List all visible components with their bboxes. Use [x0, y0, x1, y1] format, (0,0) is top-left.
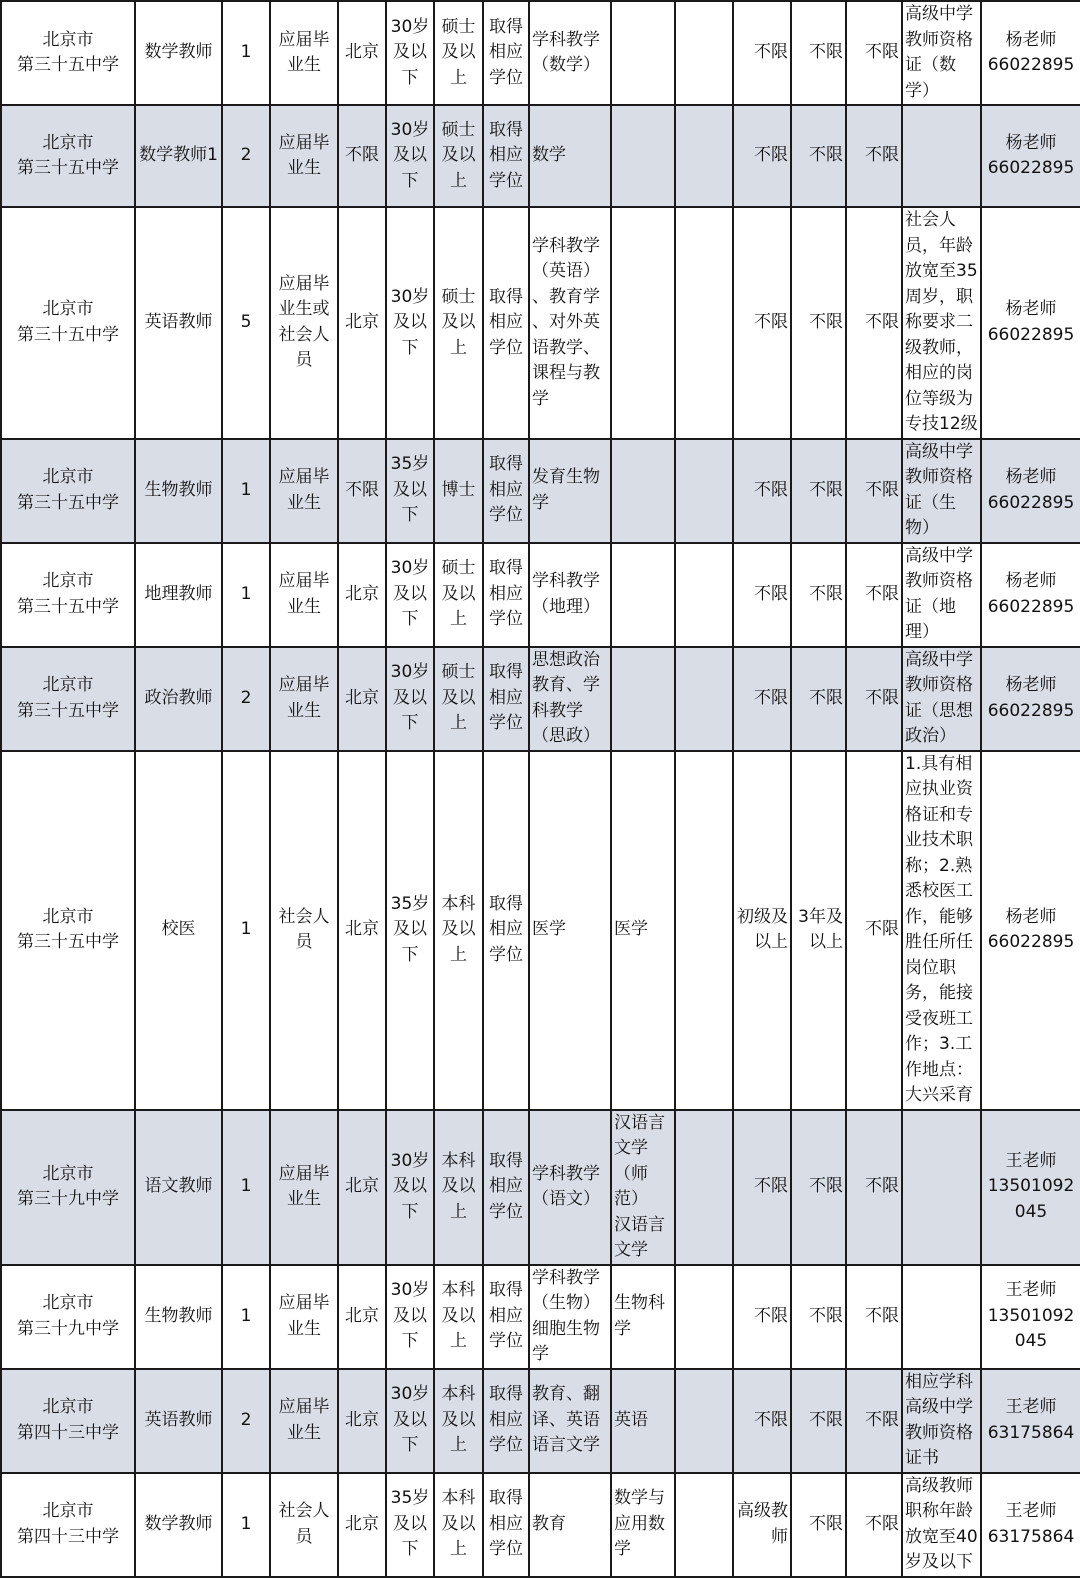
position-cell: 英语教师: [135, 207, 222, 439]
degree-cell: 取得 相应 学位: [483, 439, 529, 543]
table-row: [1, 439, 1080, 543]
age-cell: 30岁 及以 下: [386, 543, 434, 647]
education-cell: 本科 及以 上: [434, 1473, 483, 1577]
experience-cell: 不限: [791, 647, 846, 751]
extra-cell: [675, 207, 733, 439]
degree-cell: 取得 相应 学位: [483, 1, 529, 105]
school-cell: 北京市 第三十五中学: [1, 751, 135, 1110]
experience-cell: 不限: [791, 1265, 846, 1369]
headcount-cell: 1: [222, 751, 270, 1110]
degree-cell: 取得 相应 学位: [483, 543, 529, 647]
school-cell: 北京市 第三十五中学: [1, 439, 135, 543]
professional-title-cell: 不限: [733, 1110, 791, 1265]
notes-cell: 高级中学 教师资格 证（地 理）: [902, 543, 981, 647]
other-requirement-cell: 不限: [846, 647, 902, 751]
headcount-cell: 1: [222, 1, 270, 105]
position-cell: 政治教师: [135, 647, 222, 751]
experience-cell: 不限: [791, 1369, 846, 1473]
position-cell: 英语教师: [135, 1369, 222, 1473]
professional-title-cell: 高级教 师: [733, 1473, 791, 1577]
notes-cell: 1.具有相 应执业资 格证和专 业技术职 称；2.熟 悉校医工 作，能够 胜任所任 岗位职 务，能接 受夜班工 作；3.工 作地点： 大兴采育: [902, 751, 981, 1110]
applicant-type-cell: 应届毕 业生: [270, 1110, 338, 1265]
other-requirement-cell: 不限: [846, 1110, 902, 1265]
education-cell: 博士: [434, 439, 483, 543]
headcount-cell: 5: [222, 207, 270, 439]
experience-cell: 3年及 以上: [791, 751, 846, 1110]
other-requirement-cell: 不限: [846, 543, 902, 647]
experience-cell: 不限: [791, 543, 846, 647]
graduate-major-cell: 发育生物 学: [529, 439, 611, 543]
graduate-major-cell: 学科教学 （生物） 细胞生物 学: [529, 1265, 611, 1369]
undergraduate-major-cell: 医学: [611, 751, 675, 1110]
graduate-major-cell: 学科教学 （数学）: [529, 1, 611, 105]
undergraduate-major-cell: [611, 647, 675, 751]
hukou-cell: 北京: [338, 751, 386, 1110]
experience-cell: 不限: [791, 207, 846, 439]
education-cell: 本科 及以 上: [434, 1110, 483, 1265]
graduate-major-cell: 数学: [529, 105, 611, 207]
age-cell: 35岁 及以 下: [386, 439, 434, 543]
undergraduate-major-cell: 数学与 应用数 学: [611, 1473, 675, 1577]
professional-title-cell: 初级及 以上: [733, 751, 791, 1110]
notes-cell: 高级中学 教师资格 证（生 物）: [902, 439, 981, 543]
applicant-type-cell: 社会人 员: [270, 751, 338, 1110]
applicant-type-cell: 应届毕 业生: [270, 1265, 338, 1369]
contact-cell: 王老师 63175864: [981, 1369, 1080, 1473]
hukou-cell: 不限: [338, 439, 386, 543]
table-row: [1, 647, 1080, 751]
age-cell: 30岁 及以 下: [386, 1369, 434, 1473]
extra-cell: [675, 1110, 733, 1265]
position-cell: 地理教师: [135, 543, 222, 647]
extra-cell: [675, 1369, 733, 1473]
table-row: [1, 1110, 1080, 1265]
age-cell: 35岁 及以 下: [386, 1473, 434, 1577]
extra-cell: [675, 751, 733, 1110]
graduate-major-cell: 学科教学 （语文）: [529, 1110, 611, 1265]
headcount-cell: 2: [222, 105, 270, 207]
hukou-cell: 北京: [338, 207, 386, 439]
other-requirement-cell: 不限: [846, 1, 902, 105]
extra-cell: [675, 543, 733, 647]
other-requirement-cell: 不限: [846, 1265, 902, 1369]
degree-cell: 取得 相应 学位: [483, 1110, 529, 1265]
graduate-major-cell: 教育: [529, 1473, 611, 1577]
degree-cell: 取得 相应 学位: [483, 647, 529, 751]
professional-title-cell: 不限: [733, 207, 791, 439]
school-cell: 北京市 第四十三中学: [1, 1369, 135, 1473]
applicant-type-cell: 应届毕 业生: [270, 647, 338, 751]
undergraduate-major-cell: [611, 105, 675, 207]
hukou-cell: 北京: [338, 1110, 386, 1265]
school-cell: 北京市 第三十五中学: [1, 1, 135, 105]
headcount-cell: 1: [222, 543, 270, 647]
age-cell: 30岁 及以 下: [386, 1, 434, 105]
undergraduate-major-cell: [611, 1, 675, 105]
contact-cell: 王老师 13501092 045: [981, 1110, 1080, 1265]
contact-cell: 王老师 13501092 045: [981, 1265, 1080, 1369]
school-cell: 北京市 第三十五中学: [1, 207, 135, 439]
professional-title-cell: 不限: [733, 543, 791, 647]
applicant-type-cell: 应届毕 业生: [270, 1369, 338, 1473]
notes-cell: 相应学科 高级中学 教师资格 证书: [902, 1369, 981, 1473]
applicant-type-cell: 社会人 员: [270, 1473, 338, 1577]
hukou-cell: 北京: [338, 1, 386, 105]
experience-cell: 不限: [791, 105, 846, 207]
headcount-cell: 2: [222, 1369, 270, 1473]
extra-cell: [675, 439, 733, 543]
hukou-cell: 北京: [338, 647, 386, 751]
age-cell: 35岁 及以 下: [386, 751, 434, 1110]
hukou-cell: 北京: [338, 1369, 386, 1473]
graduate-major-cell: 教育、翻 译、英语 语言文学: [529, 1369, 611, 1473]
age-cell: 30岁 及以 下: [386, 105, 434, 207]
position-cell: 数学教师: [135, 1473, 222, 1577]
other-requirement-cell: 不限: [846, 1473, 902, 1577]
school-cell: 北京市 第三十九中学: [1, 1110, 135, 1265]
table-row: [1, 1, 1080, 105]
extra-cell: [675, 1265, 733, 1369]
applicant-type-cell: 应届毕 业生或 社会人 员: [270, 207, 338, 439]
notes-cell: 高级教师 职称年龄 放宽至40 岁及以下: [902, 1473, 981, 1577]
other-requirement-cell: 不限: [846, 1369, 902, 1473]
notes-cell: [902, 1265, 981, 1369]
notes-cell: 高级中学 教师资格 证（思想 政治）: [902, 647, 981, 751]
headcount-cell: 2: [222, 647, 270, 751]
position-cell: 生物教师: [135, 1265, 222, 1369]
graduate-major-cell: 医学: [529, 751, 611, 1110]
education-cell: 本科 及以 上: [434, 1265, 483, 1369]
degree-cell: 取得 相应 学位: [483, 1369, 529, 1473]
table-row: [1, 105, 1080, 207]
degree-cell: 取得 相应 学位: [483, 207, 529, 439]
position-cell: 数学教师: [135, 1, 222, 105]
graduate-major-cell: 学科教学 （地理）: [529, 543, 611, 647]
education-cell: 本科 及以 上: [434, 751, 483, 1110]
undergraduate-major-cell: 英语: [611, 1369, 675, 1473]
applicant-type-cell: 应届毕 业生: [270, 439, 338, 543]
position-cell: 数学教师1: [135, 105, 222, 207]
headcount-cell: 1: [222, 1473, 270, 1577]
hukou-cell: 北京: [338, 1265, 386, 1369]
applicant-type-cell: 应届毕 业生: [270, 1, 338, 105]
undergraduate-major-cell: [611, 207, 675, 439]
education-cell: 硕士 及以 上: [434, 543, 483, 647]
education-cell: 本科 及以 上: [434, 1369, 483, 1473]
position-cell: 生物教师: [135, 439, 222, 543]
extra-cell: [675, 1, 733, 105]
notes-cell: 社会人 员，年龄 放宽至35 周岁，职 称要求二 级教师， 相应的岗 位等级为 专技12级: [902, 207, 981, 439]
hukou-cell: 不限: [338, 105, 386, 207]
education-cell: 硕士 及以 上: [434, 1, 483, 105]
age-cell: 30岁 及以 下: [386, 1265, 434, 1369]
other-requirement-cell: 不限: [846, 751, 902, 1110]
contact-cell: 杨老师 66022895: [981, 543, 1080, 647]
position-cell: 校医: [135, 751, 222, 1110]
age-cell: 30岁 及以 下: [386, 207, 434, 439]
table-row: [1, 751, 1080, 1110]
school-cell: 北京市 第三十五中学: [1, 105, 135, 207]
age-cell: 30岁 及以 下: [386, 1110, 434, 1265]
headcount-cell: 1: [222, 1110, 270, 1265]
contact-cell: 杨老师 66022895: [981, 647, 1080, 751]
headcount-cell: 1: [222, 439, 270, 543]
undergraduate-major-cell: 汉语言 文学 （师 范） 汉语言 文学: [611, 1110, 675, 1265]
table-row: [1, 1473, 1080, 1577]
other-requirement-cell: 不限: [846, 439, 902, 543]
age-cell: 30岁 及以 下: [386, 647, 434, 751]
school-cell: 北京市 第三十五中学: [1, 543, 135, 647]
experience-cell: 不限: [791, 1, 846, 105]
undergraduate-major-cell: [611, 439, 675, 543]
degree-cell: 取得 相应 学位: [483, 751, 529, 1110]
table-row: [1, 1265, 1080, 1369]
professional-title-cell: 不限: [733, 1, 791, 105]
extra-cell: [675, 647, 733, 751]
notes-cell: [902, 105, 981, 207]
contact-cell: 王老师 63175864: [981, 1473, 1080, 1577]
professional-title-cell: 不限: [733, 1369, 791, 1473]
table-row: [1, 1369, 1080, 1473]
graduate-major-cell: 思想政治 教育、学 科教学 （思政）: [529, 647, 611, 751]
education-cell: 硕士 及以 上: [434, 647, 483, 751]
experience-cell: 不限: [791, 1110, 846, 1265]
professional-title-cell: 不限: [733, 647, 791, 751]
other-requirement-cell: 不限: [846, 105, 902, 207]
graduate-major-cell: 学科教学 （英语） 、教育学 、对外英 语教学、 课程与教 学: [529, 207, 611, 439]
education-cell: 硕士 及以 上: [434, 105, 483, 207]
school-cell: 北京市 第三十五中学: [1, 647, 135, 751]
notes-cell: 高级中学 教师资格 证（数 学）: [902, 1, 981, 105]
position-cell: 语文教师: [135, 1110, 222, 1265]
experience-cell: 不限: [791, 1473, 846, 1577]
hukou-cell: 北京: [338, 543, 386, 647]
other-requirement-cell: 不限: [846, 207, 902, 439]
table-row: [1, 207, 1080, 439]
professional-title-cell: 不限: [733, 1265, 791, 1369]
contact-cell: 杨老师 66022895: [981, 439, 1080, 543]
applicant-type-cell: 应届毕 业生: [270, 543, 338, 647]
contact-cell: 杨老师 66022895: [981, 1, 1080, 105]
undergraduate-major-cell: [611, 543, 675, 647]
undergraduate-major-cell: 生物科 学: [611, 1265, 675, 1369]
contact-cell: 杨老师 66022895: [981, 207, 1080, 439]
contact-cell: 杨老师 66022895: [981, 105, 1080, 207]
experience-cell: 不限: [791, 439, 846, 543]
headcount-cell: 1: [222, 1265, 270, 1369]
education-cell: 硕士 及以 上: [434, 207, 483, 439]
degree-cell: 取得 相应 学位: [483, 105, 529, 207]
degree-cell: 取得 相应 学位: [483, 1473, 529, 1577]
table-row: [1, 543, 1080, 647]
school-cell: 北京市 第四十三中学: [1, 1473, 135, 1577]
applicant-type-cell: 应届毕 业生: [270, 105, 338, 207]
extra-cell: [675, 1473, 733, 1577]
contact-cell: 杨老师 66022895: [981, 751, 1080, 1110]
hukou-cell: 北京: [338, 1473, 386, 1577]
degree-cell: 取得 相应 学位: [483, 1265, 529, 1369]
school-cell: 北京市 第三十九中学: [1, 1265, 135, 1369]
professional-title-cell: 不限: [733, 439, 791, 543]
professional-title-cell: 不限: [733, 105, 791, 207]
notes-cell: [902, 1110, 981, 1265]
extra-cell: [675, 105, 733, 207]
